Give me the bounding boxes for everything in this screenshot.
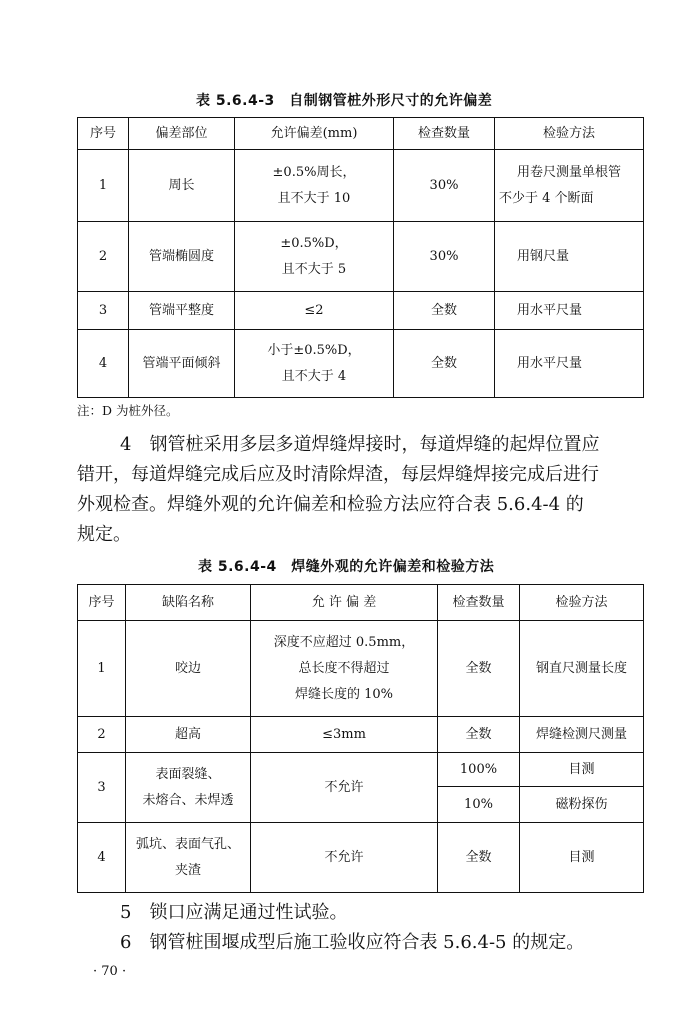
check-quantity: 全数 — [438, 621, 520, 717]
table-row — [78, 621, 644, 717]
tolerance-line: 且不大于 10 — [277, 190, 351, 206]
table2-header-row — [78, 585, 644, 621]
tolerance — [235, 330, 394, 398]
check-quantity: 全数 — [394, 292, 495, 330]
check-method: 钢直尺测量长度 — [520, 621, 644, 717]
tolerance: 不允许 — [251, 823, 438, 893]
check-quantity: 30% — [394, 150, 495, 222]
deviation-part: 管端平面倾斜 — [129, 330, 235, 398]
tolerance-line: 且不大于 5 — [281, 261, 347, 277]
defect-name-line: 弧坑、表面气孔、 — [135, 836, 240, 852]
defect-name — [126, 823, 251, 893]
table-row — [78, 823, 644, 893]
tolerance: 不允许 — [251, 753, 438, 823]
paragraph-4-line: 外观检查。焊缝外观的允许偏差和检验方法应符合表 5.6.4-4 的 — [77, 494, 584, 515]
check-quantity: 全数 — [438, 717, 520, 753]
tolerance-line: 深度不应超过 0.5mm， — [273, 634, 415, 650]
check-method — [495, 150, 644, 222]
table-row — [78, 150, 644, 222]
table1-note: 注：D 为桩外径。 — [77, 403, 179, 418]
table1-header-no: 序号 — [78, 118, 129, 150]
table1-header-row — [78, 118, 644, 150]
row-number: 4 — [78, 330, 129, 398]
check-quantity: 10% — [438, 787, 520, 823]
row-number: 2 — [78, 717, 126, 753]
tolerance — [235, 150, 394, 222]
table1-caption: 表 5.6.4-3 自制钢管桩外形尺寸的允许偏差 — [196, 93, 493, 109]
check-quantity: 30% — [394, 222, 495, 292]
tolerance: ≤3mm — [251, 717, 438, 753]
table2-header-method: 检验方法 — [520, 585, 644, 621]
table-row — [78, 717, 644, 753]
check-method: 用钢尺量 — [495, 222, 644, 292]
table1-header-tolerance: 允许偏差(mm) — [235, 118, 394, 150]
tolerance-line: 总长度不得超过 — [298, 660, 390, 676]
check-method: 目测 — [520, 753, 644, 787]
table1 — [77, 117, 644, 398]
tolerance-line: ±0.5%周长， — [272, 164, 356, 180]
paragraph-4-line: 规定。 — [77, 524, 131, 545]
defect-name — [126, 753, 251, 823]
check-method: 焊缝检测尺测量 — [520, 717, 644, 753]
page-number: · 70 · — [93, 964, 127, 979]
deviation-part: 周长 — [129, 150, 235, 222]
tolerance — [235, 222, 394, 292]
check-method: 目测 — [520, 823, 644, 893]
table1-header-method: 检验方法 — [495, 118, 644, 150]
check-quantity: 全数 — [394, 330, 495, 398]
deviation-part: 管端平整度 — [129, 292, 235, 330]
row-number: 2 — [78, 222, 129, 292]
table-row — [78, 292, 644, 330]
table2-header-defect: 缺陷名称 — [126, 585, 251, 621]
table2-header-quantity: 检查数量 — [438, 585, 520, 621]
paragraph-6: 6 钢管桩围堰成型后施工验收应符合表 5.6.4-5 的规定。 — [120, 932, 585, 953]
defect-name-line: 未熔合、未焊透 — [142, 792, 234, 808]
check-quantity: 100% — [438, 753, 520, 787]
paragraph-4-line: 错开，每道焊缝完成后应及时清除焊渣，每层焊缝焊接完成后进行 — [77, 464, 599, 485]
tolerance-line: 且不大于 4 — [281, 368, 347, 384]
paragraph-4-line: 4 钢管桩采用多层多道焊缝焊接时，每道焊缝的起焊位置应 — [120, 434, 600, 455]
table-row — [78, 753, 644, 787]
check-method: 用水平尺量 — [495, 330, 644, 398]
table1-header-part: 偏差部位 — [129, 118, 235, 150]
tolerance-line: 小于±0.5%D， — [267, 342, 361, 358]
row-number: 4 — [78, 823, 126, 893]
defect-name: 超高 — [126, 717, 251, 753]
check-method: 用水平尺量 — [495, 292, 644, 330]
deviation-part: 管端椭圆度 — [129, 222, 235, 292]
tolerance — [251, 621, 438, 717]
method-line: 不少于 4 个断面 — [499, 190, 594, 206]
table2 — [77, 584, 644, 893]
table2-header-tolerance: 允 许 偏 差 — [251, 585, 438, 621]
paragraph-5: 5 锁口应满足通过性试验。 — [120, 902, 348, 923]
check-method: 磁粉探伤 — [520, 787, 644, 823]
row-number: 1 — [78, 150, 129, 222]
tolerance-line: ±0.5%D， — [280, 235, 348, 251]
tolerance-line: 焊缝长度的 10% — [294, 686, 394, 702]
defect-name: 咬边 — [126, 621, 251, 717]
table-row — [78, 222, 644, 292]
table1-header-quantity: 检查数量 — [394, 118, 495, 150]
row-number: 3 — [78, 753, 126, 823]
table2-header-no: 序号 — [78, 585, 126, 621]
table2-caption: 表 5.6.4-4 焊缝外观的允许偏差和检验方法 — [198, 559, 495, 575]
row-number: 3 — [78, 292, 129, 330]
defect-name-line: 表面裂缝、 — [155, 766, 221, 782]
check-quantity: 全数 — [438, 823, 520, 893]
tolerance: ≤2 — [235, 292, 394, 330]
table-row — [78, 330, 644, 398]
defect-name-line: 夹渣 — [174, 862, 201, 878]
row-number: 1 — [78, 621, 126, 717]
method-line: 用卷尺测量单根管 — [516, 164, 621, 180]
